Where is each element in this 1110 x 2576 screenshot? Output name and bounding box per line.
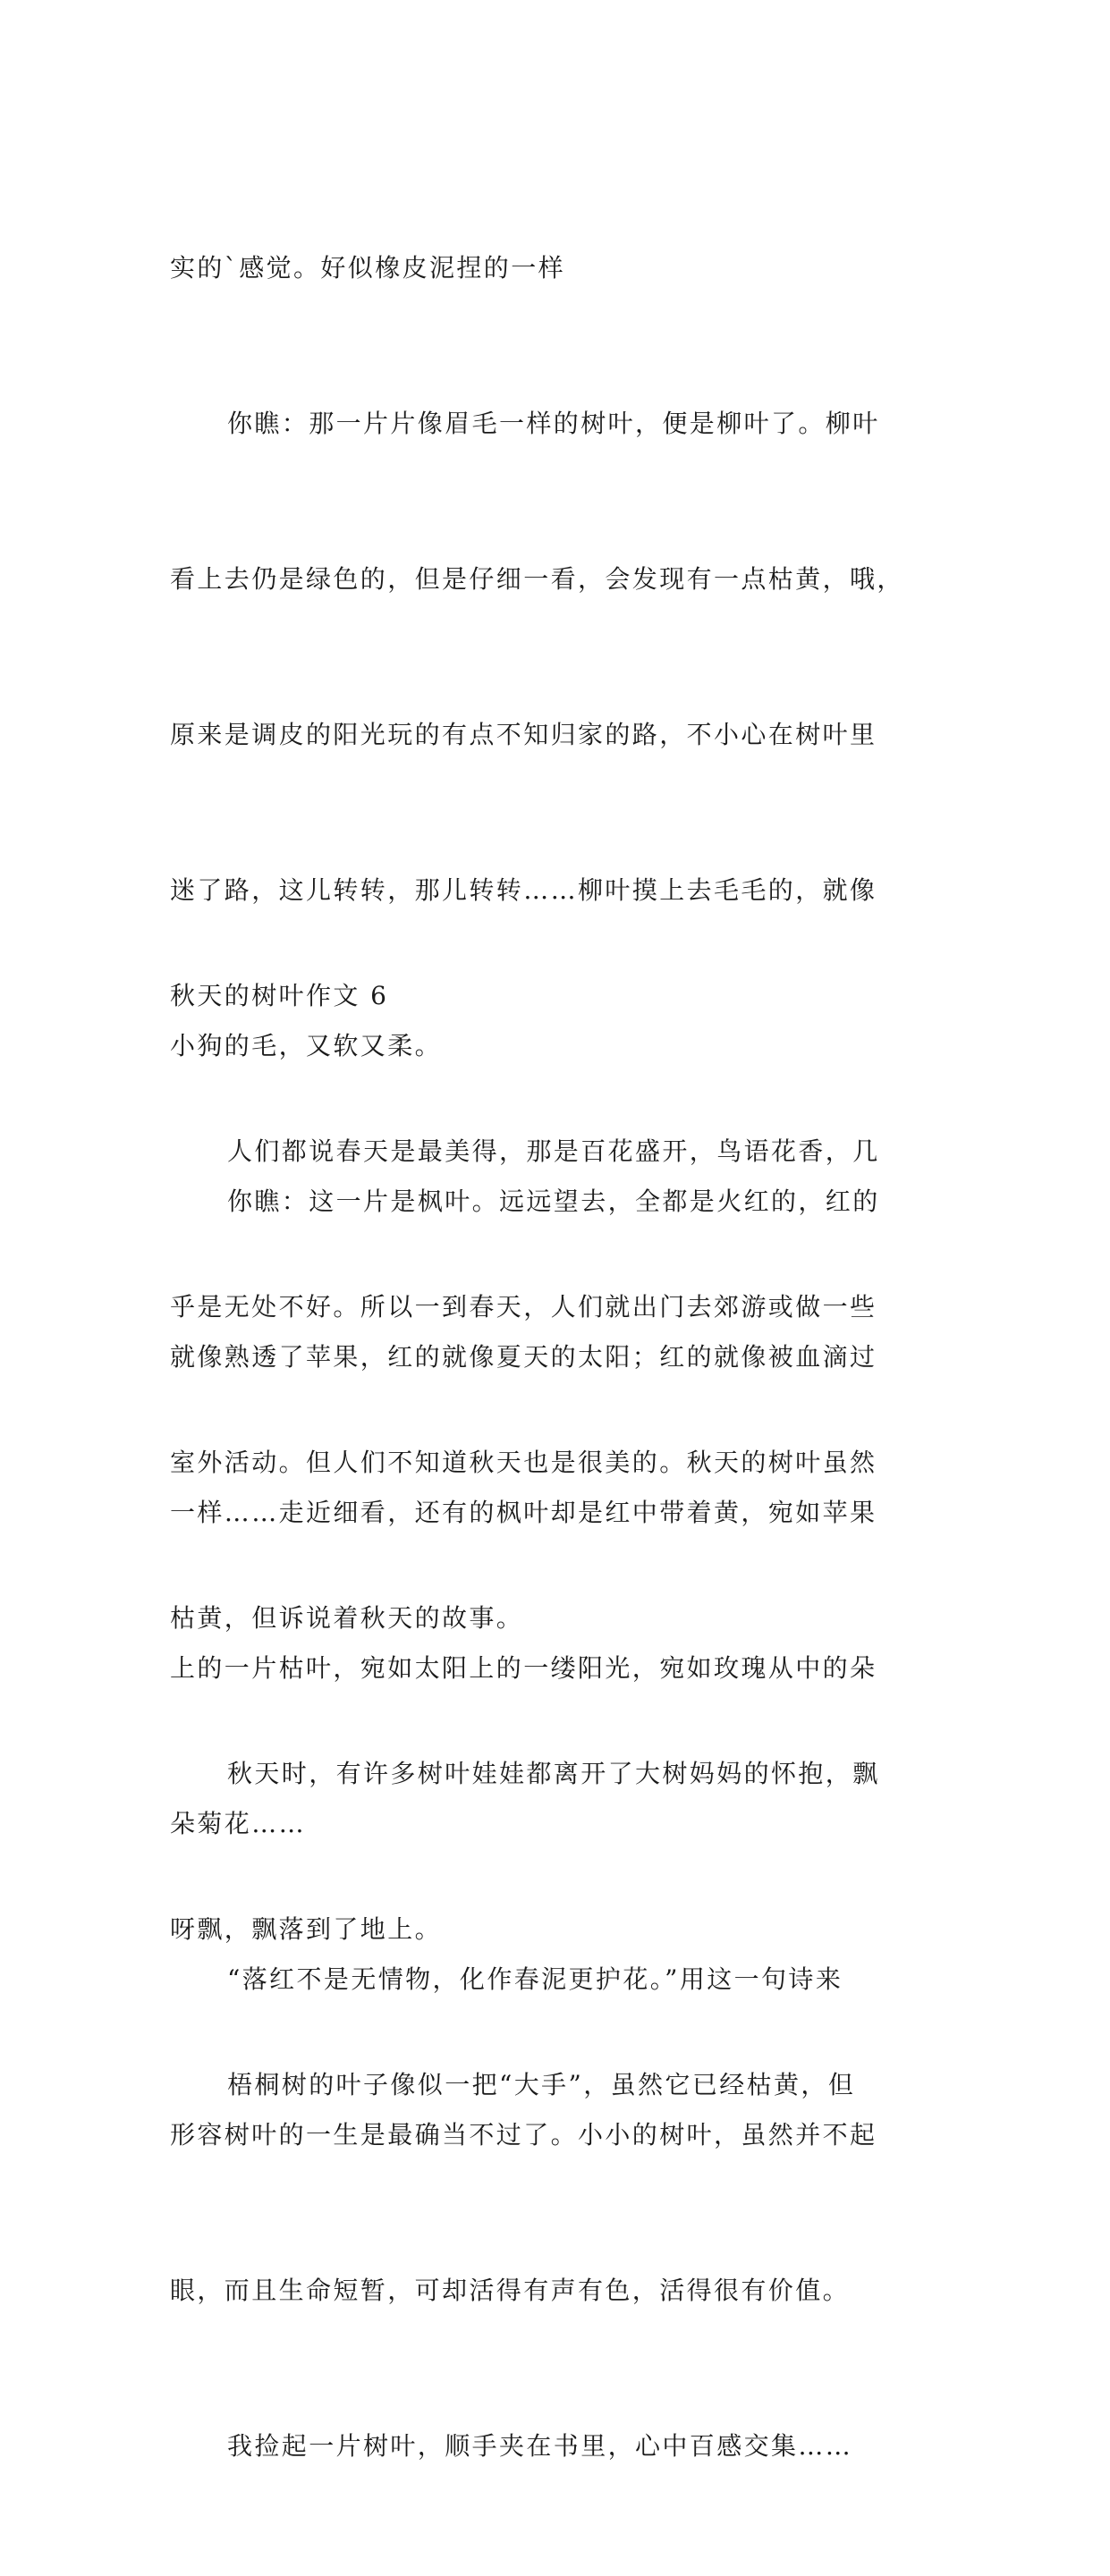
text-line: 就像熟透了苹果，红的就像夏天的太阳；红的就像被血滴过 <box>170 1342 877 1372</box>
text-line: 一样……走近细看，还有的枫叶却是红中带着黄，宛如苹果 <box>170 1498 877 1527</box>
text-line: 小狗的毛，又软又柔。 <box>170 1031 443 1060</box>
text-line: 你瞧：那一片片像眉毛一样的树叶，便是柳叶了。柳叶 <box>227 409 880 438</box>
essay-body-bottom <box>170 1022 939 2215</box>
text-line: 你瞧：这一片是枫叶。远远望去，全都是火红的，红的 <box>227 1187 880 1216</box>
section-title: 秋天的树叶作文 6 <box>170 981 389 1010</box>
text-line: 眼，而且生命短暂，可却活得有声有色，活得很有价值。 <box>170 2276 851 2305</box>
text-line: 上的一片枯叶，宛如太阳上的一缕阳光，宛如玫瑰从中的朵 <box>170 1653 877 1683</box>
text-line: “落红不是无情物，化作春泥更护花。”用这一句诗来 <box>227 1964 843 1994</box>
text-line: 梧桐树的叶子像似一把“大手”，虽然它已经枯黄，但 <box>227 2070 856 2099</box>
text-line: 看上去仍是绿色的，但是仔细一看，会发现有一点枯黄，哦， <box>170 564 904 594</box>
text-line: 呀飘，飘落到了地上。 <box>170 1914 443 1944</box>
text-line: 实的`感觉。好似橡皮泥捏的一样 <box>170 253 566 283</box>
text-line: 原来是调皮的阳光玩的有点不知归家的路，不小心在树叶里 <box>170 720 877 749</box>
text-line: 迷了路，这儿转转，那儿转转……柳叶摸上去毛毛的，就像 <box>170 875 877 905</box>
text-line: 乎是无处不好。所以一到春天，人们就出门去郊游或做一些 <box>170 1292 877 1322</box>
text-line: 室外活动。但人们不知道秋天也是很美的。秋天的树叶虽然 <box>170 1448 877 1477</box>
text-line: 我捡起一片树叶，顺手夹在书里，心中百感交集…… <box>227 2431 853 2461</box>
text-line: 人们都说春天是最美得，那是百花盛开，鸟语花香，几 <box>227 1136 880 1166</box>
text-line: 秋天时，有许多树叶娃娃都离开了大树妈妈的怀抱，飘 <box>227 1759 880 1788</box>
text-line: 朵菊花…… <box>170 1809 307 1838</box>
text-line: 形容树叶的一生是最确当不过了。小小的树叶，虽然并不起 <box>170 2120 877 2149</box>
text-line: 枯黄，但诉说着秋天的故事。 <box>170 1603 524 1633</box>
